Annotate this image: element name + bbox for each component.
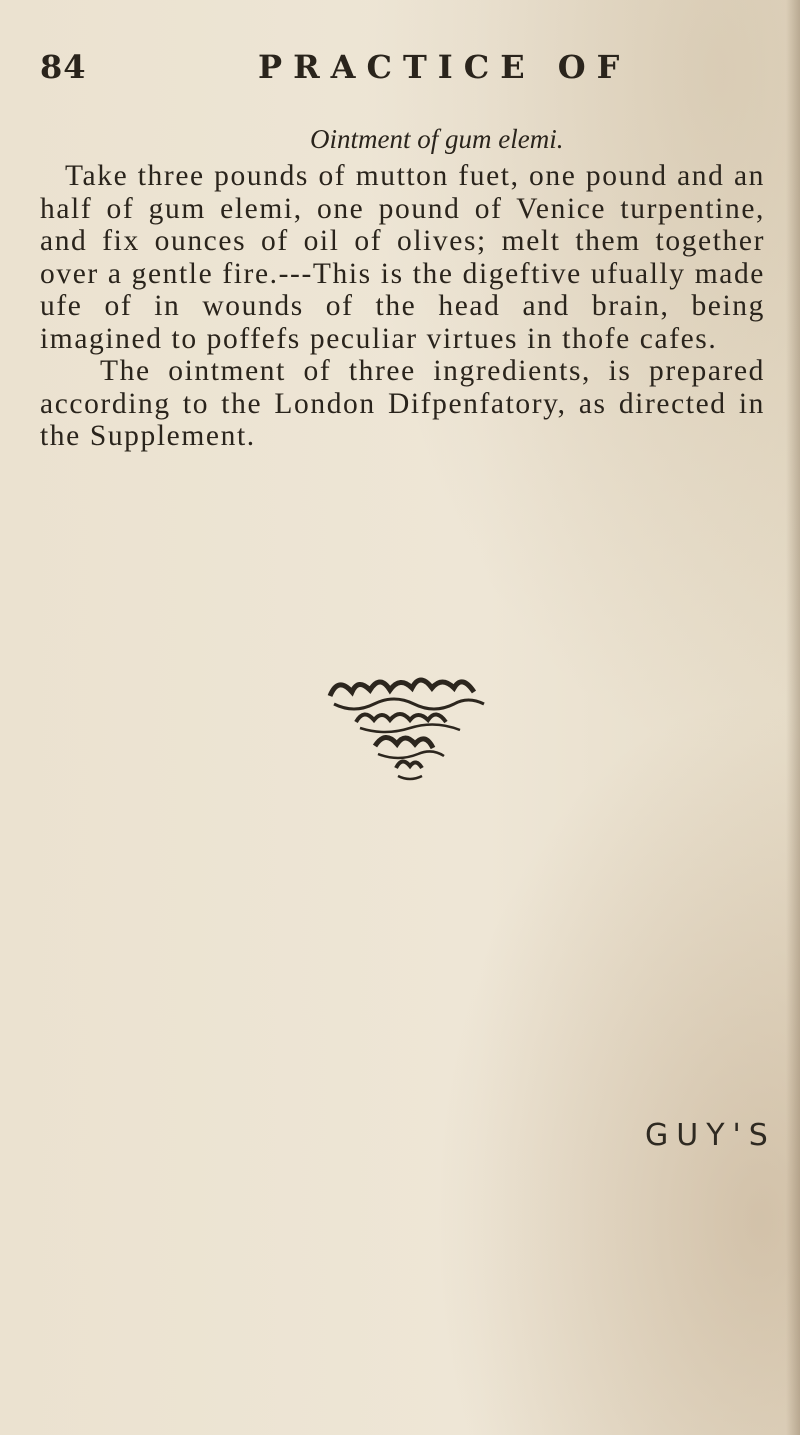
printers-ornament bbox=[320, 668, 500, 818]
running-title: PRACTICE OF bbox=[258, 48, 631, 86]
running-head bbox=[40, 48, 760, 88]
catchword: GUY'S bbox=[645, 1118, 776, 1153]
page-number: 84 bbox=[40, 48, 87, 86]
page-edge-shadow bbox=[786, 0, 800, 1435]
body-text bbox=[40, 160, 765, 453]
paragraph-recipe: Take three pounds of mutton fuet, one pound and an half of gum elemi, one pound of Venice turpentine, and fix ounces of oil of olives; melt them together over a gentle fire.---This is the digeftive ufually made ufe of in wounds of the head and brain, being imagined to poffefs peculiar virtues in thofe cafes. bbox=[40, 160, 765, 355]
section-title: Ointment of gum elemi. bbox=[310, 124, 564, 154]
paragraph-note: The ointment of three ingredients, is prepared according to the London Difpenfatory, as directed in the Supplement. bbox=[40, 355, 765, 452]
